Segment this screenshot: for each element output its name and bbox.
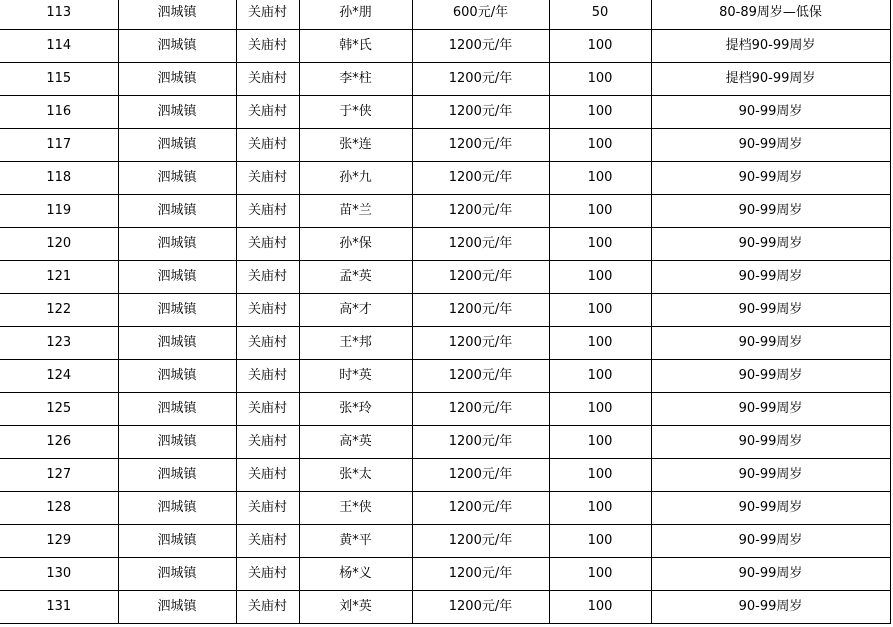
category-cell[interactable]: 90-99周岁 bbox=[651, 393, 890, 426]
monthly-amount-cell[interactable]: 100 bbox=[549, 459, 651, 492]
table-row bbox=[0, 30, 890, 63]
table-row bbox=[0, 492, 890, 525]
category-cell[interactable]: 90-99周岁 bbox=[651, 294, 890, 327]
village-cell[interactable]: 关庙村 bbox=[236, 525, 299, 558]
village-cell[interactable]: 关庙村 bbox=[236, 558, 299, 591]
monthly-amount-cell[interactable]: 100 bbox=[549, 96, 651, 129]
table-row bbox=[0, 129, 890, 162]
row-number-cell[interactable]: 125 bbox=[0, 393, 118, 426]
monthly-amount-cell[interactable]: 100 bbox=[549, 360, 651, 393]
town-cell[interactable]: 泗城镇 bbox=[118, 30, 236, 63]
town-cell[interactable]: 泗城镇 bbox=[118, 558, 236, 591]
village-cell[interactable]: 关庙村 bbox=[236, 426, 299, 459]
town-cell[interactable]: 泗城镇 bbox=[118, 129, 236, 162]
name-cell[interactable]: 于*侠 bbox=[299, 96, 412, 129]
category-cell[interactable]: 提档90-99周岁 bbox=[651, 30, 890, 63]
annual-amount-cell[interactable]: 1200元/年 bbox=[412, 393, 549, 426]
row-number-cell[interactable]: 121 bbox=[0, 261, 118, 294]
monthly-amount-cell[interactable]: 100 bbox=[549, 261, 651, 294]
name-cell[interactable]: 孙*保 bbox=[299, 228, 412, 261]
annual-amount-cell[interactable]: 1200元/年 bbox=[412, 525, 549, 558]
village-cell[interactable]: 关庙村 bbox=[236, 327, 299, 360]
town-cell[interactable]: 泗城镇 bbox=[118, 492, 236, 525]
town-cell[interactable]: 泗城镇 bbox=[118, 360, 236, 393]
table-row bbox=[0, 228, 890, 261]
row-number-cell[interactable]: 113 bbox=[0, 0, 118, 30]
monthly-amount-cell[interactable]: 100 bbox=[549, 228, 651, 261]
monthly-amount-cell[interactable]: 100 bbox=[549, 525, 651, 558]
table-row bbox=[0, 96, 890, 129]
category-cell[interactable]: 90-99周岁 bbox=[651, 558, 890, 591]
annual-amount-cell[interactable]: 1200元/年 bbox=[412, 591, 549, 624]
table-row bbox=[0, 0, 890, 30]
annual-amount-cell[interactable]: 1200元/年 bbox=[412, 228, 549, 261]
category-cell[interactable]: 90-99周岁 bbox=[651, 492, 890, 525]
row-number-cell[interactable]: 124 bbox=[0, 360, 118, 393]
monthly-amount-cell[interactable]: 100 bbox=[549, 426, 651, 459]
row-number-cell[interactable]: 126 bbox=[0, 426, 118, 459]
name-cell[interactable]: 高*英 bbox=[299, 426, 412, 459]
category-cell[interactable]: 90-99周岁 bbox=[651, 96, 890, 129]
row-number-cell[interactable]: 122 bbox=[0, 294, 118, 327]
village-cell[interactable]: 关庙村 bbox=[236, 459, 299, 492]
monthly-amount-cell[interactable]: 100 bbox=[549, 591, 651, 624]
village-cell[interactable]: 关庙村 bbox=[236, 96, 299, 129]
monthly-amount-cell[interactable]: 100 bbox=[549, 129, 651, 162]
row-number-cell[interactable]: 119 bbox=[0, 195, 118, 228]
village-cell[interactable]: 关庙村 bbox=[236, 30, 299, 63]
monthly-amount-cell[interactable]: 100 bbox=[549, 162, 651, 195]
row-number-cell[interactable]: 131 bbox=[0, 591, 118, 624]
village-cell[interactable]: 关庙村 bbox=[236, 393, 299, 426]
annual-amount-cell[interactable]: 1200元/年 bbox=[412, 96, 549, 129]
annual-amount-cell[interactable]: 1200元/年 bbox=[412, 261, 549, 294]
village-cell[interactable]: 关庙村 bbox=[236, 492, 299, 525]
category-cell[interactable]: 90-99周岁 bbox=[651, 195, 890, 228]
category-cell[interactable]: 90-99周岁 bbox=[651, 162, 890, 195]
annual-amount-cell[interactable]: 1200元/年 bbox=[412, 162, 549, 195]
annual-amount-cell[interactable]: 1200元/年 bbox=[412, 294, 549, 327]
village-cell[interactable]: 关庙村 bbox=[236, 360, 299, 393]
annual-amount-cell[interactable]: 1200元/年 bbox=[412, 360, 549, 393]
table-row bbox=[0, 393, 890, 426]
table-row bbox=[0, 294, 890, 327]
monthly-amount-cell[interactable]: 100 bbox=[549, 558, 651, 591]
row-number-cell[interactable]: 115 bbox=[0, 63, 118, 96]
row-number-cell[interactable]: 120 bbox=[0, 228, 118, 261]
village-cell[interactable]: 关庙村 bbox=[236, 261, 299, 294]
name-cell[interactable]: 王*侠 bbox=[299, 492, 412, 525]
table-row bbox=[0, 558, 890, 591]
name-cell[interactable]: 黄*平 bbox=[299, 525, 412, 558]
town-cell[interactable]: 泗城镇 bbox=[118, 0, 236, 30]
category-cell[interactable]: 80-89周岁—低保 bbox=[651, 0, 890, 30]
category-cell[interactable]: 90-99周岁 bbox=[651, 459, 890, 492]
monthly-amount-cell[interactable]: 50 bbox=[549, 0, 651, 30]
table-row bbox=[0, 459, 890, 492]
village-cell[interactable]: 关庙村 bbox=[236, 63, 299, 96]
annual-amount-cell[interactable]: 1200元/年 bbox=[412, 492, 549, 525]
annual-amount-cell[interactable]: 1200元/年 bbox=[412, 459, 549, 492]
category-cell[interactable]: 90-99周岁 bbox=[651, 129, 890, 162]
town-cell[interactable]: 泗城镇 bbox=[118, 63, 236, 96]
name-cell[interactable]: 苗*兰 bbox=[299, 195, 412, 228]
village-cell[interactable]: 关庙村 bbox=[236, 591, 299, 624]
name-cell[interactable]: 韩*氏 bbox=[299, 30, 412, 63]
row-number-cell[interactable]: 130 bbox=[0, 558, 118, 591]
annual-amount-cell[interactable]: 1200元/年 bbox=[412, 327, 549, 360]
table-row bbox=[0, 525, 890, 558]
town-cell[interactable]: 泗城镇 bbox=[118, 162, 236, 195]
table-row bbox=[0, 261, 890, 294]
name-cell[interactable]: 杨*义 bbox=[299, 558, 412, 591]
annual-amount-cell[interactable]: 1200元/年 bbox=[412, 558, 549, 591]
category-cell[interactable]: 90-99周岁 bbox=[651, 426, 890, 459]
table-row bbox=[0, 426, 890, 459]
town-cell[interactable]: 泗城镇 bbox=[118, 195, 236, 228]
row-number-cell[interactable]: 128 bbox=[0, 492, 118, 525]
town-cell[interactable]: 泗城镇 bbox=[118, 393, 236, 426]
village-cell[interactable]: 关庙村 bbox=[236, 129, 299, 162]
monthly-amount-cell[interactable]: 100 bbox=[549, 63, 651, 96]
town-cell[interactable]: 泗城镇 bbox=[118, 426, 236, 459]
village-cell[interactable]: 关庙村 bbox=[236, 162, 299, 195]
annual-amount-cell[interactable]: 1200元/年 bbox=[412, 426, 549, 459]
village-cell[interactable]: 关庙村 bbox=[236, 0, 299, 30]
name-cell[interactable]: 张*玲 bbox=[299, 393, 412, 426]
row-number-cell[interactable]: 116 bbox=[0, 96, 118, 129]
town-cell[interactable]: 泗城镇 bbox=[118, 327, 236, 360]
monthly-amount-cell[interactable]: 100 bbox=[549, 30, 651, 63]
annual-amount-cell[interactable]: 1200元/年 bbox=[412, 129, 549, 162]
category-cell[interactable]: 90-99周岁 bbox=[651, 360, 890, 393]
table-row bbox=[0, 327, 890, 360]
name-cell[interactable]: 孙*朋 bbox=[299, 0, 412, 30]
category-cell[interactable]: 90-99周岁 bbox=[651, 261, 890, 294]
name-cell[interactable]: 高*才 bbox=[299, 294, 412, 327]
annual-amount-cell[interactable]: 600元/年 bbox=[412, 0, 549, 30]
village-cell[interactable]: 关庙村 bbox=[236, 294, 299, 327]
name-cell[interactable]: 张*太 bbox=[299, 459, 412, 492]
annual-amount-cell[interactable]: 1200元/年 bbox=[412, 63, 549, 96]
town-cell[interactable]: 泗城镇 bbox=[118, 228, 236, 261]
annual-amount-cell[interactable]: 1200元/年 bbox=[412, 30, 549, 63]
row-number-cell[interactable]: 117 bbox=[0, 129, 118, 162]
town-cell[interactable]: 泗城镇 bbox=[118, 294, 236, 327]
name-cell[interactable]: 刘*英 bbox=[299, 591, 412, 624]
town-cell[interactable]: 泗城镇 bbox=[118, 96, 236, 129]
annual-amount-cell[interactable]: 1200元/年 bbox=[412, 195, 549, 228]
table-row bbox=[0, 162, 890, 195]
monthly-amount-cell[interactable]: 100 bbox=[549, 492, 651, 525]
town-cell[interactable]: 泗城镇 bbox=[118, 261, 236, 294]
row-number-cell[interactable]: 118 bbox=[0, 162, 118, 195]
category-cell[interactable]: 90-99周岁 bbox=[651, 525, 890, 558]
row-number-cell[interactable]: 114 bbox=[0, 30, 118, 63]
monthly-amount-cell[interactable]: 100 bbox=[549, 393, 651, 426]
town-cell[interactable]: 泗城镇 bbox=[118, 591, 236, 624]
row-number-cell[interactable]: 123 bbox=[0, 327, 118, 360]
category-cell[interactable]: 90-99周岁 bbox=[651, 228, 890, 261]
name-cell[interactable]: 孟*英 bbox=[299, 261, 412, 294]
name-cell[interactable]: 时*英 bbox=[299, 360, 412, 393]
town-cell[interactable]: 泗城镇 bbox=[118, 525, 236, 558]
table-row bbox=[0, 195, 890, 228]
town-cell[interactable]: 泗城镇 bbox=[118, 459, 236, 492]
table-row bbox=[0, 63, 890, 96]
category-cell[interactable]: 90-99周岁 bbox=[651, 591, 890, 624]
village-cell[interactable]: 关庙村 bbox=[236, 195, 299, 228]
table-row bbox=[0, 360, 890, 393]
category-cell[interactable]: 提档90-99周岁 bbox=[651, 63, 890, 96]
category-cell[interactable]: 90-99周岁 bbox=[651, 327, 890, 360]
name-cell[interactable]: 张*连 bbox=[299, 129, 412, 162]
village-cell[interactable]: 关庙村 bbox=[236, 228, 299, 261]
name-cell[interactable]: 孙*九 bbox=[299, 162, 412, 195]
row-number-cell[interactable]: 127 bbox=[0, 459, 118, 492]
monthly-amount-cell[interactable]: 100 bbox=[549, 327, 651, 360]
name-cell[interactable]: 李*柱 bbox=[299, 63, 412, 96]
row-number-cell[interactable]: 129 bbox=[0, 525, 118, 558]
name-cell[interactable]: 王*邦 bbox=[299, 327, 412, 360]
monthly-amount-cell[interactable]: 100 bbox=[549, 195, 651, 228]
monthly-amount-cell[interactable]: 100 bbox=[549, 294, 651, 327]
table-row bbox=[0, 591, 890, 624]
